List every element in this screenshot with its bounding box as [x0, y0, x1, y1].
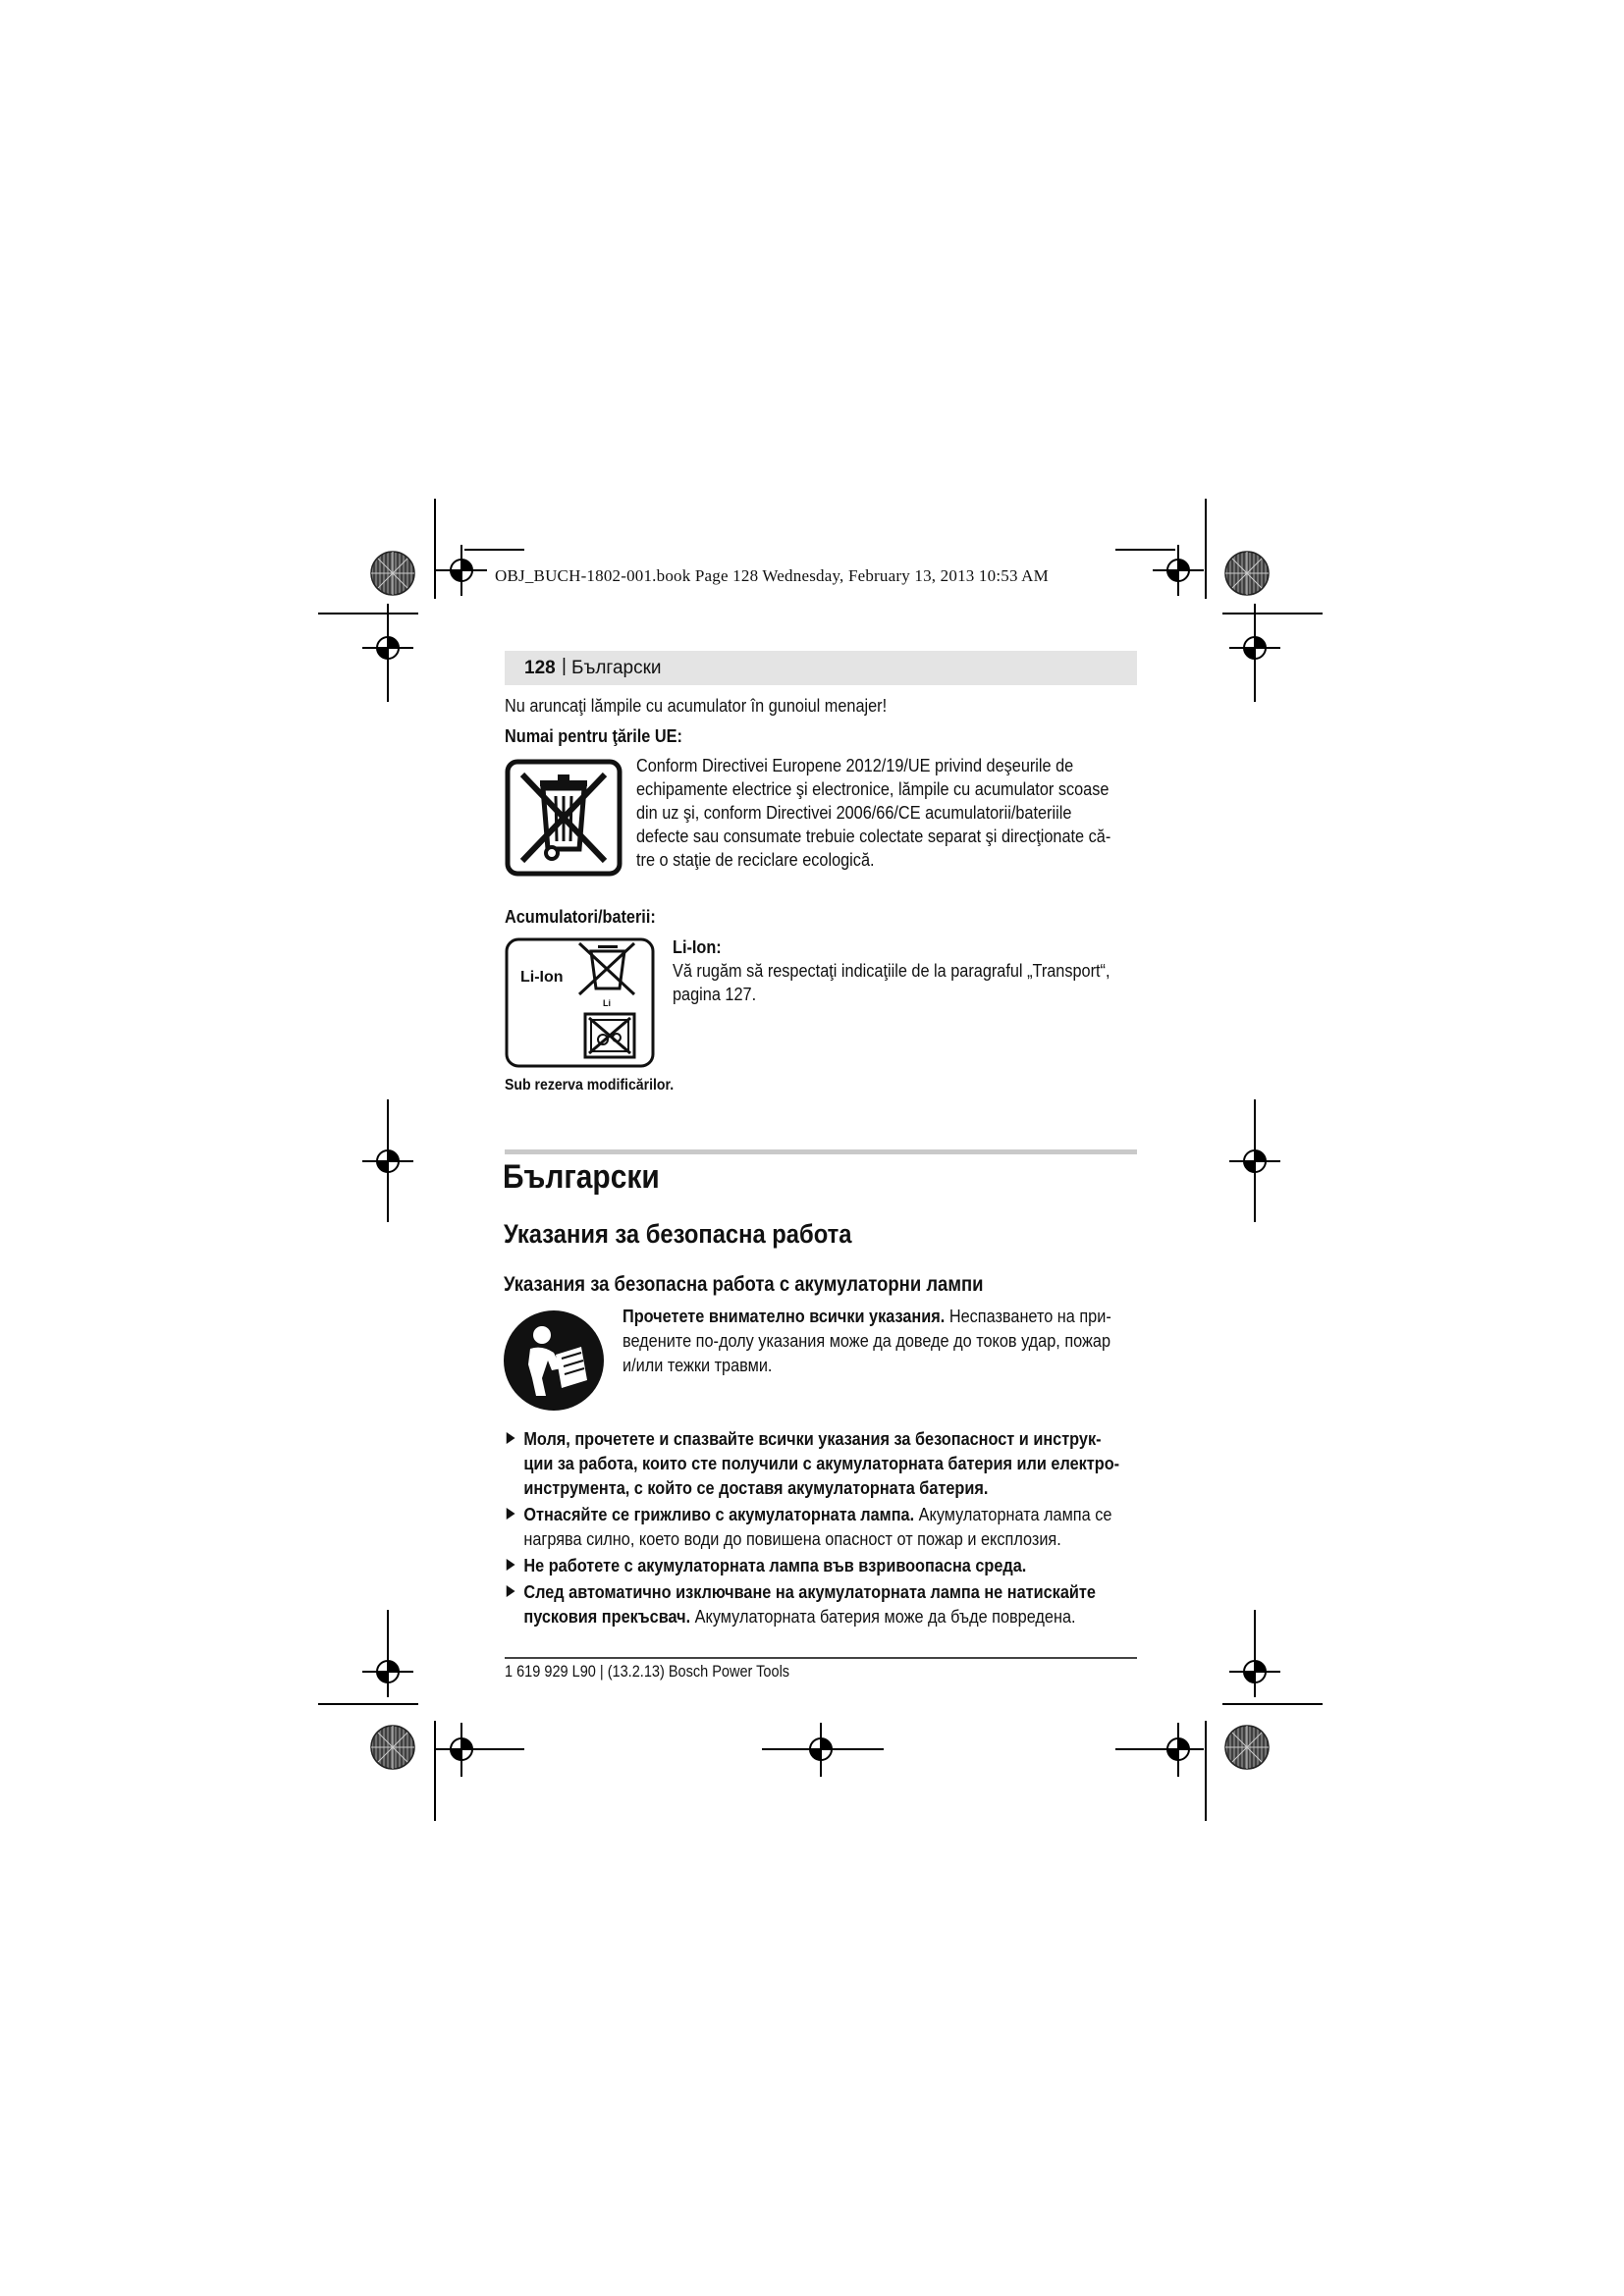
- bg-bullet-4-line-1: След автоматично изключване на акумулаторната лампа не натискайте: [523, 1581, 1096, 1602]
- ro-eu-line-3: din uz şi, conform Directivei 2006/66/CE acumulatorii/bateriile: [636, 802, 1072, 823]
- ro-liion-line-1: Vă rugăm să respectaţi indicaţiile de la paragraful „Transport“,: [673, 960, 1110, 981]
- bullet-arrow-icon: [507, 1585, 515, 1597]
- li-ion-label: Li-Ion: [520, 969, 564, 986]
- header-language: Български: [571, 658, 662, 678]
- bg-read-instructions-line-1: [623, 1305, 1227, 1328]
- bullet-arrow-icon: [507, 1432, 515, 1444]
- bg-read-instructions-bold: Прочетете внимателно всички указания.: [623, 1306, 946, 1326]
- bg-safety-title: Указания за безопасна работа: [504, 1219, 852, 1249]
- read-manual-icon: [503, 1309, 605, 1412]
- ro-reserve-note: Sub rezerva modificărilor.: [505, 1077, 675, 1094]
- bg-lamps-safety-title: Указания за безопасна работа с акумулаторни лампи: [504, 1273, 984, 1296]
- bg-bullet-1-line-1: Моля, прочетете и спазвайте всички указания за безопасност и инструк-: [523, 1428, 1102, 1449]
- bg-read-instructions-rest: Неспазването на при-: [945, 1306, 1111, 1326]
- bullet-arrow-icon: [507, 1508, 515, 1520]
- ro-batteries-heading: Acumulatori/baterii:: [505, 906, 656, 927]
- li-small-label: Li: [603, 998, 611, 1008]
- bg-bullet-2-bold: Отнасяйте се грижливо с акумулаторната лампа.: [523, 1504, 915, 1524]
- footer-rule: [505, 1657, 1137, 1659]
- page-footer: 1 619 929 L90 | (13.2.13) Bosch Power Tools: [505, 1663, 790, 1681]
- bg-bullet-2-line-1: [523, 1502, 1111, 1526]
- bg-bullet-4-bold: пусковия прекъсвач.: [523, 1606, 691, 1627]
- page-number: 128: [524, 658, 556, 678]
- bg-bullet-1-line-2: ции за работа, които сте получили с акумулаторната батерия или електро-: [523, 1453, 1120, 1473]
- crossed-out-bin-icon: [505, 759, 623, 877]
- section-divider: [505, 1149, 1137, 1154]
- bg-bullet-4-line-2: [523, 1604, 1075, 1629]
- bullet-arrow-icon: [507, 1559, 515, 1571]
- bg-section-title: Български: [503, 1158, 660, 1196]
- bg-bullet-3-line-1: Не работете с акумулаторната лампа във взривоопасна среда.: [523, 1555, 1027, 1575]
- ro-liion-line-2: pagina 127.: [673, 984, 757, 1004]
- bg-bullet-1-line-3: инструмента, с който се доставя акумулаторната батерия.: [523, 1477, 989, 1498]
- bg-bullet-2-rest: Акумулаторната лампа се: [914, 1504, 1112, 1524]
- ro-eu-heading: Numai pentru ţările UE:: [505, 725, 682, 746]
- bg-read-instructions-line-3: и/или тежки травми.: [623, 1355, 773, 1375]
- print-slug-line: OBJ_BUCH-1802-001.book Page 128 Wednesday, February 13, 2013 10:53 AM: [495, 566, 1049, 585]
- header-separator: |: [562, 656, 567, 676]
- running-header: [505, 651, 1137, 685]
- ro-eu-line-1: Conform Directivei Europene 2012/19/UE privind deşeurile de: [636, 755, 1074, 775]
- ro-eu-line-2: echipamente electrice şi electronice, lămpile cu acumulator scoase: [636, 778, 1110, 799]
- li-ion-battery-disposal-icon: [505, 937, 655, 1068]
- bg-read-instructions-line-2: ведените по-долу указания може да доведе до токов удар, пожар: [623, 1330, 1111, 1351]
- ro-no-household-text: Nu aruncaţi lămpile cu acumulator în gunoiul menajer!: [505, 695, 888, 716]
- ro-liion-heading: Li-Ion:: [673, 936, 722, 957]
- bg-bullet-2-line-2: нагрява силно, което води до повишена опасност от пожар и експлозия.: [523, 1528, 1061, 1549]
- bg-bullet-4-rest: Акумулаторната батерия може да бъде повредена.: [690, 1606, 1076, 1627]
- ro-eu-line-4: defecte sau consumate trebuie colectate separat şi direcţionate că-: [636, 826, 1111, 846]
- ro-eu-line-5: tre o staţie de reciclare ecologică.: [636, 849, 875, 870]
